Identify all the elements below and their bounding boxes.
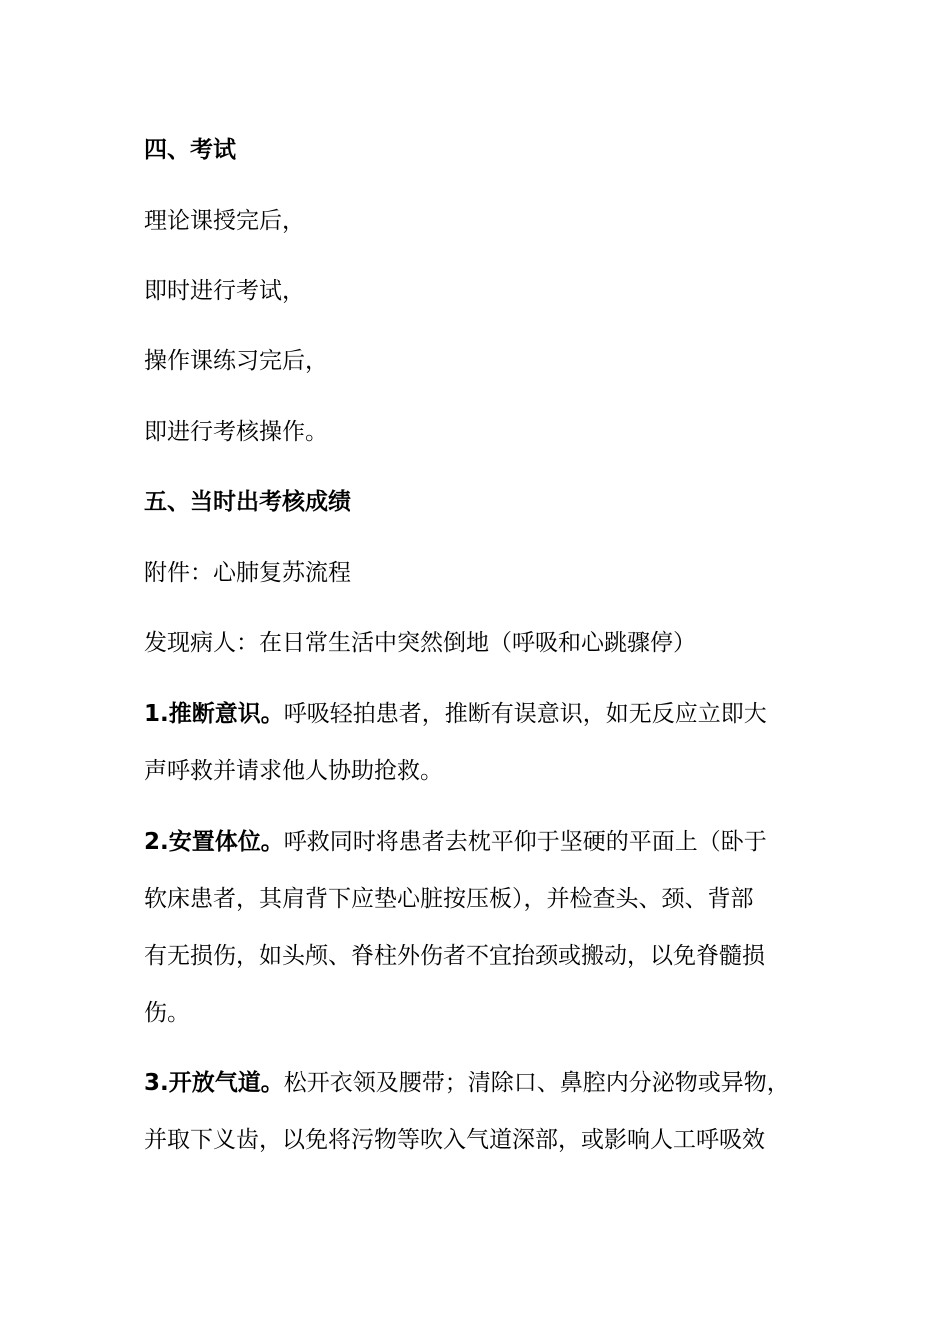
step-1-line-1 bbox=[144, 698, 834, 730]
step-3-line-1 bbox=[144, 1067, 834, 1099]
step-3-title: 3.开放气道。 bbox=[144, 1070, 284, 1096]
step-1-text-1: 呼吸轻拍患者，推断有误意识，如无反应立即大 bbox=[283, 701, 767, 727]
step-2-text-1: 呼救同时将患者去枕平仰于坚硬的平面上（卧于 bbox=[283, 829, 767, 855]
section-4-line-4: 即进行考核操作。 bbox=[144, 419, 328, 445]
step-2-line-4: 伤。 bbox=[144, 1000, 190, 1026]
step-3-text-1: 松开衣领及腰带；清除口、鼻腔内分泌物或异物， bbox=[283, 1070, 790, 1096]
step-2-line-3: 有无损伤，如头颅、脊柱外伤者不宜抬颈或搬动，以免脊髓损 bbox=[144, 943, 765, 969]
discovery-line: 发现病人：在日常生活中突然倒地（呼吸和心跳骤停） bbox=[144, 630, 696, 656]
section-5-heading: 五、当时出考核成绩 bbox=[144, 489, 351, 515]
step-2-line-1 bbox=[144, 826, 834, 858]
step-2-title: 2.安置体位。 bbox=[144, 829, 284, 855]
section-4-line-2: 即时进行考试， bbox=[144, 278, 305, 304]
section-4-heading: 四、考试 bbox=[144, 137, 236, 163]
step-2-line-2: 软床患者，其肩背下应垫心脏按压板），并检查头、颈、背部 bbox=[144, 886, 754, 912]
attachment-line: 附件：心肺复苏流程 bbox=[144, 560, 351, 586]
section-4-line-3: 操作课练习完后， bbox=[144, 348, 328, 374]
section-4-line-1: 理论课授完后， bbox=[144, 208, 305, 234]
step-3-line-2: 并取下义齿，以免将污物等吹入气道深部，或影响人工呼吸效 bbox=[144, 1127, 765, 1153]
step-1-title: 1.推断意识。 bbox=[144, 701, 284, 727]
step-1-line-2: 声呼救并请求他人协助抢救。 bbox=[144, 758, 443, 784]
